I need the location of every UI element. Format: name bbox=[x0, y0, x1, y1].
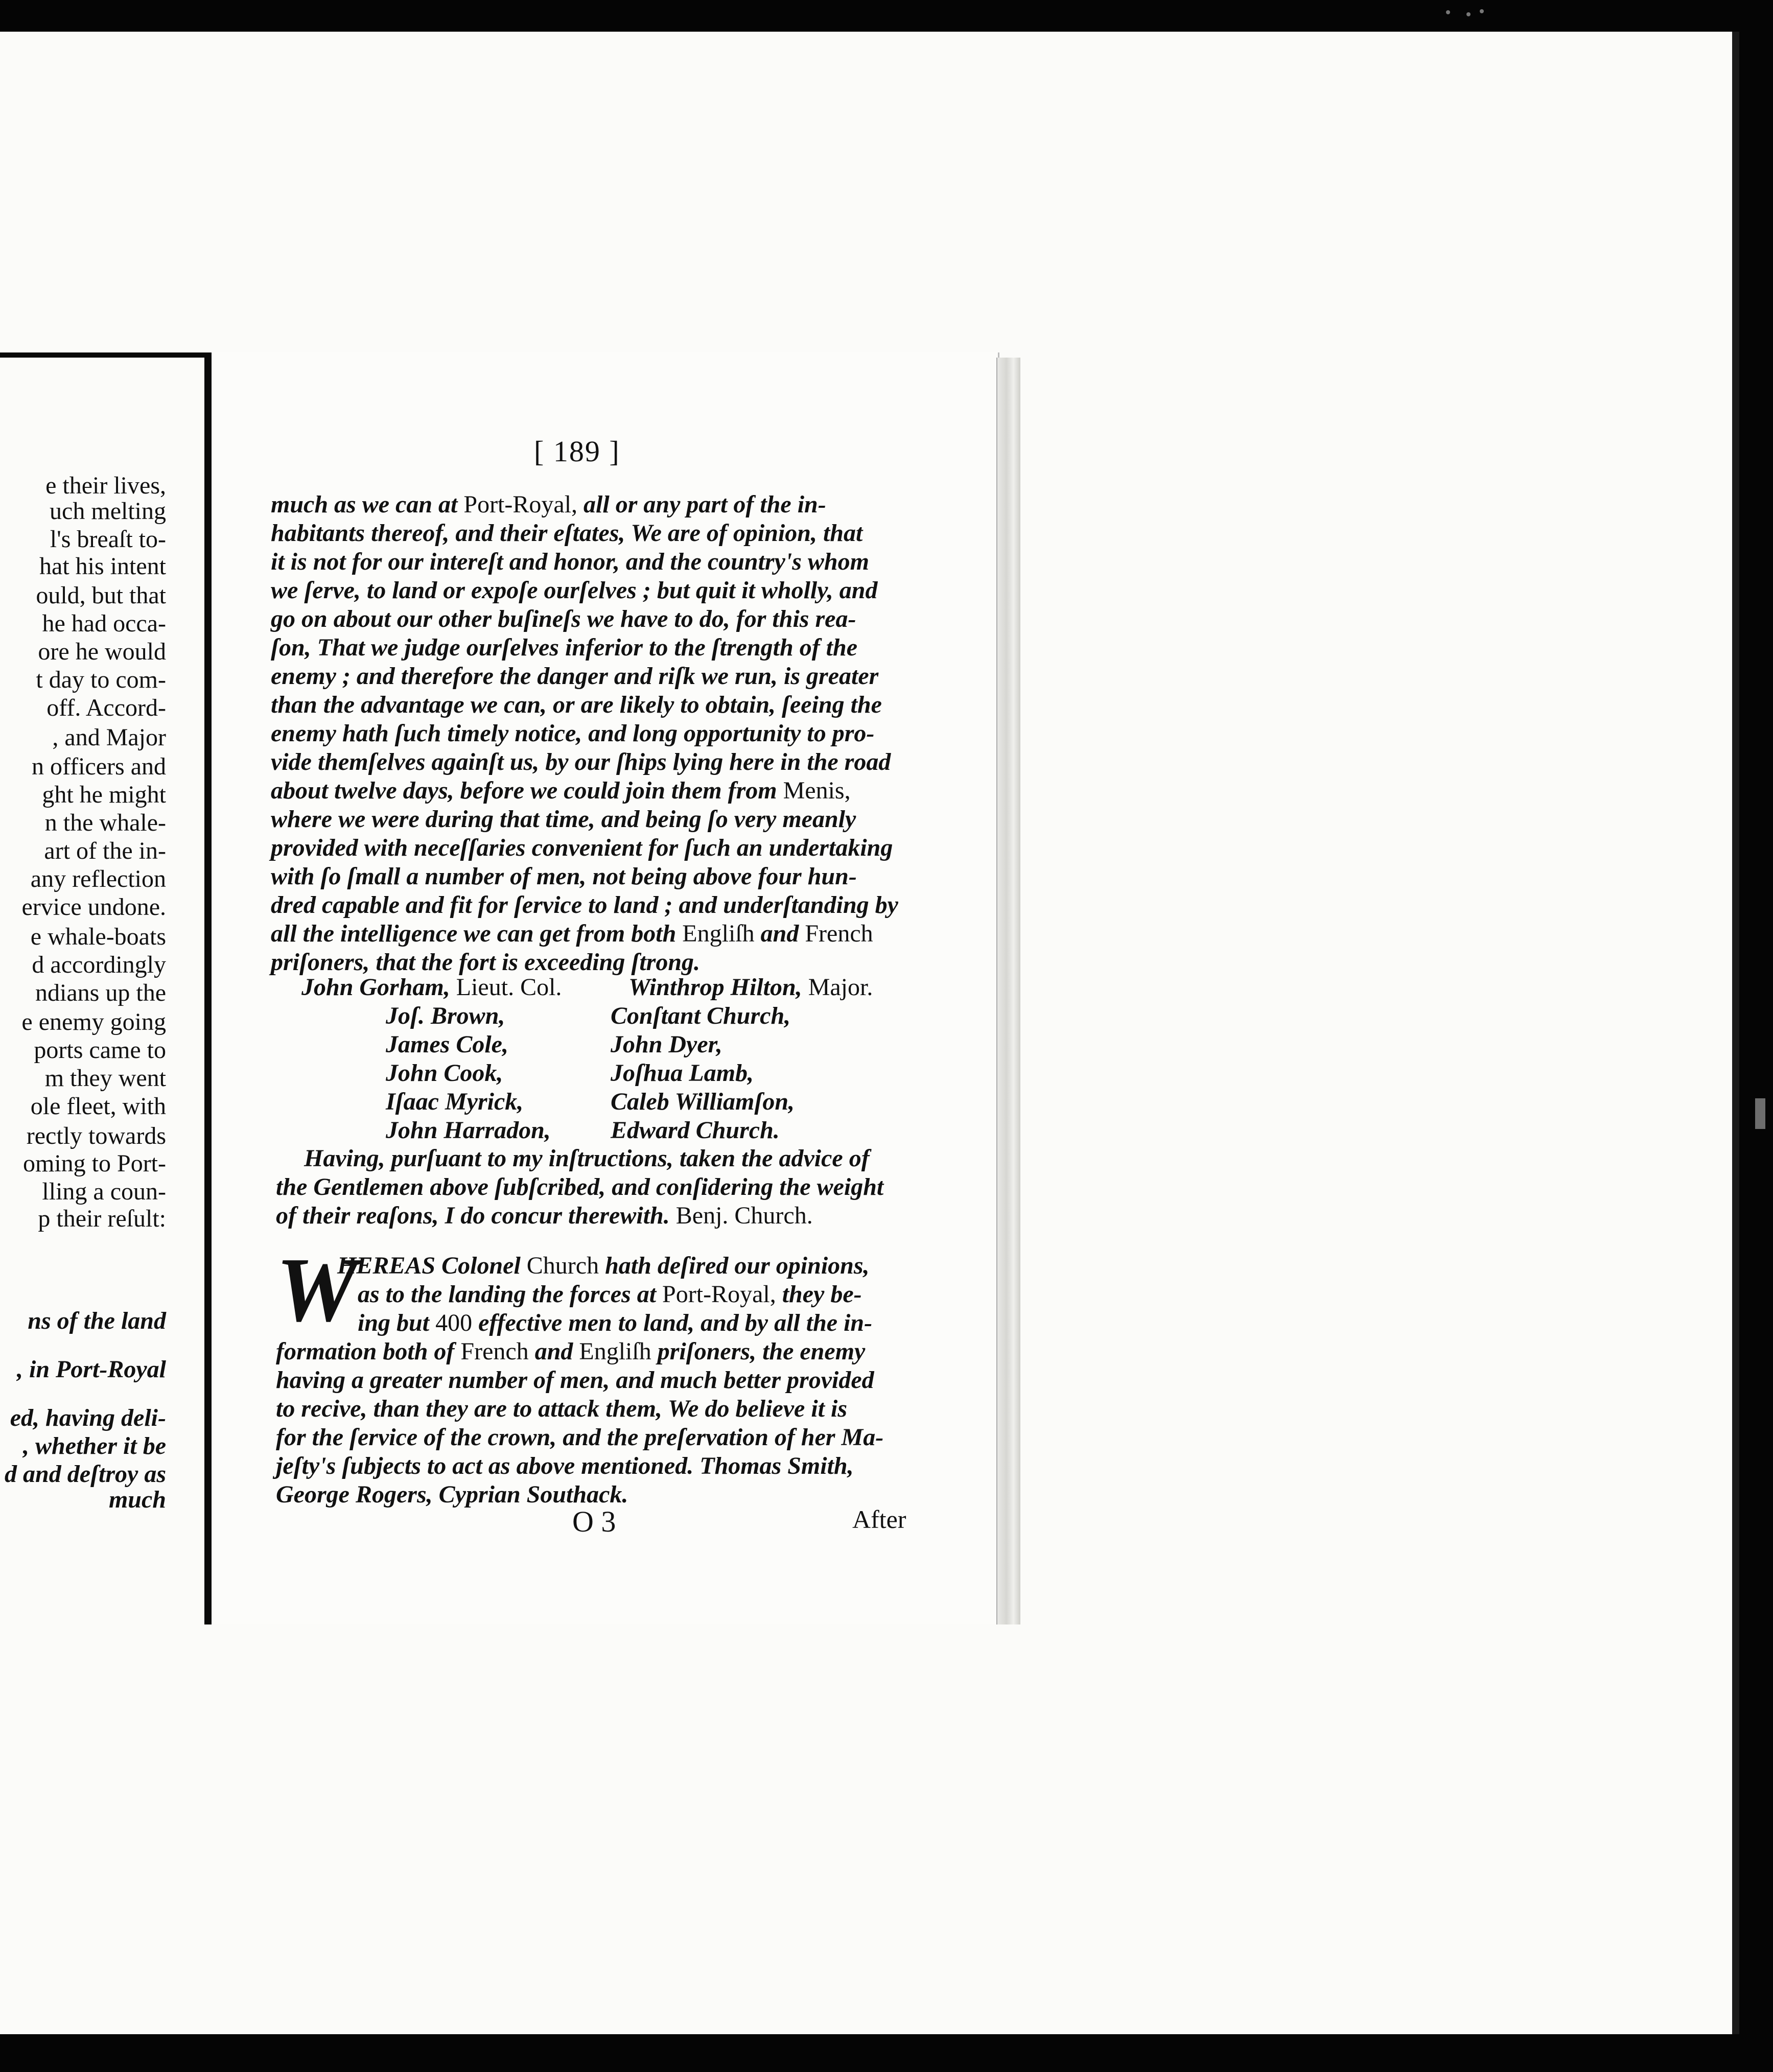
text-run: as to the landing the forces at bbox=[358, 1281, 663, 1308]
whereas-line bbox=[276, 1423, 883, 1451]
signatory-left bbox=[386, 1059, 503, 1087]
text-run: priſoners, that the fort is exceeding ſtrong. bbox=[271, 949, 701, 976]
text-run: Menis, bbox=[783, 777, 851, 804]
sheet-shadow-edge bbox=[1732, 32, 1739, 2034]
text-run: much as we can at bbox=[271, 491, 464, 518]
text-run: enemy hath ſuch timely notice, and long opportunity to pro- bbox=[271, 720, 875, 747]
text-run: they be- bbox=[776, 1281, 862, 1308]
text-run: jeſty's ſubjects to act as above mentioned. Thomas Smith, bbox=[276, 1452, 854, 1479]
signatory-left bbox=[301, 973, 562, 1001]
text-run: John Cook, bbox=[386, 1059, 503, 1087]
text-run: Colonel bbox=[441, 1252, 527, 1279]
signatory-right bbox=[611, 1030, 722, 1058]
left-page-line: he had occa- bbox=[42, 610, 166, 637]
left-page-line: l's breaſt to- bbox=[50, 526, 166, 553]
text-run: than the advantage we can, or are likely to obtain, ſeeing the bbox=[271, 691, 882, 718]
catchword: After bbox=[852, 1505, 906, 1534]
body-line bbox=[271, 805, 909, 834]
text-run: where we were during that time, and being ſo very meanly bbox=[271, 806, 856, 833]
text-run: habitants thereof, and their eſtates, We are of opinion, that bbox=[271, 520, 863, 547]
text-run: for the ſervice of the crown, and the preſervation of her Ma- bbox=[276, 1424, 884, 1451]
text-run: priſoners, the enemy bbox=[651, 1338, 866, 1365]
left-page-top-rule bbox=[0, 352, 209, 358]
text-run: French bbox=[805, 920, 873, 947]
text-run: Lieut. Col. bbox=[456, 974, 562, 1001]
left-page bbox=[0, 352, 207, 1624]
left-page-line: hat his intent bbox=[39, 553, 166, 580]
signatory-left bbox=[386, 1030, 508, 1058]
text-run: Church bbox=[526, 1252, 599, 1279]
left-page-line: ns of the land bbox=[28, 1307, 166, 1334]
left-page-line: ports came to bbox=[34, 1037, 166, 1064]
whereas-line bbox=[358, 1309, 872, 1337]
text-run: vide themſelves againſt us, by our ſhips lying here in the road bbox=[271, 748, 891, 775]
left-page-line: p their reſult: bbox=[38, 1205, 166, 1232]
text-run: Joſhua Lamb, bbox=[611, 1059, 754, 1087]
text-run: dred capable and fit for ſervice to land ; and underſtanding by bbox=[271, 891, 898, 919]
left-page-line: m they went bbox=[44, 1065, 166, 1092]
left-page-line: , in Port-Royal bbox=[16, 1356, 166, 1383]
text-run: Winthrop Hilton, bbox=[628, 974, 808, 1001]
left-page-line: e whale-boats bbox=[30, 923, 166, 950]
body-line bbox=[271, 920, 909, 948]
text-run: ſon, That we judge ourſelves inferior to the ſtrength of the bbox=[271, 634, 858, 661]
signature-mark: O 3 bbox=[572, 1505, 616, 1538]
left-page-line: n the whale- bbox=[44, 809, 166, 836]
text-run: John Dyer, bbox=[611, 1031, 722, 1058]
signatory-left bbox=[386, 1116, 551, 1144]
whereas-line bbox=[276, 1395, 847, 1423]
text-run: John Gorham, bbox=[301, 974, 456, 1001]
text-run: Engliſh bbox=[579, 1338, 651, 1365]
left-page-line: , whether it be bbox=[22, 1432, 166, 1459]
left-page-line: e enemy going bbox=[21, 1008, 166, 1035]
text-run: of their reaſons, I do concur therewith. bbox=[276, 1202, 676, 1229]
body-line bbox=[271, 748, 909, 776]
left-page-line: oming to Port- bbox=[22, 1150, 166, 1177]
text-run: ing but bbox=[358, 1309, 436, 1336]
body-line bbox=[271, 576, 909, 605]
left-page-line: ght he might bbox=[42, 781, 166, 808]
text-run: French bbox=[460, 1338, 529, 1365]
concurrence-line bbox=[276, 1202, 813, 1230]
whereas-line bbox=[337, 1252, 870, 1280]
text-run: Benj. Church. bbox=[675, 1202, 813, 1229]
text-run: Having, purſuant to my inſtructions, taken the advice of bbox=[304, 1145, 870, 1172]
left-page-line: lling a coun- bbox=[42, 1178, 166, 1205]
text-run: Conſtant Church, bbox=[611, 1002, 791, 1029]
concurrence-line bbox=[304, 1144, 870, 1172]
left-page-line: ore he would bbox=[38, 638, 166, 665]
text-run: we ſerve, to land or expoſe ourſelves ; but quit it wholly, and bbox=[271, 577, 878, 604]
body-line bbox=[271, 862, 909, 891]
signatory-right bbox=[611, 1002, 790, 1030]
text-run: James Cole, bbox=[386, 1031, 508, 1058]
left-page-line: e their lives, bbox=[45, 472, 166, 499]
text-run: formation both of bbox=[276, 1338, 461, 1365]
left-page-line: ould, but that bbox=[36, 582, 166, 609]
left-page-line: t day to com- bbox=[36, 666, 166, 693]
text-run: Joſ. Brown, bbox=[386, 1002, 505, 1029]
signatory-left bbox=[386, 1088, 523, 1116]
text-run: it is not for our intereſt and honor, and the country's whom bbox=[271, 548, 869, 575]
text-run: hath deſired our opinions, bbox=[599, 1252, 870, 1279]
gutter-rule bbox=[204, 352, 212, 1624]
text-run: with ſo ſmall a number of men, not being above four hun- bbox=[271, 863, 857, 890]
text-run: John Harradon, bbox=[386, 1117, 551, 1144]
left-page-line: ndians up the bbox=[35, 979, 166, 1006]
body-line bbox=[271, 490, 909, 519]
signatory-left bbox=[386, 1002, 505, 1030]
signatory-right bbox=[611, 1088, 795, 1116]
text-run: effective men to land, and by all the in- bbox=[472, 1309, 873, 1336]
body-line bbox=[271, 834, 909, 862]
body-line bbox=[271, 948, 909, 977]
text-run: go on about our other buſineſs we have to do, for this rea- bbox=[271, 605, 856, 632]
body-line bbox=[271, 633, 909, 662]
body-line bbox=[271, 776, 909, 805]
text-run: about twelve days, before we could join them from bbox=[271, 777, 783, 804]
text-run: all the intelligence we can get from both bbox=[271, 920, 683, 947]
signatory-right bbox=[628, 973, 873, 1001]
text-run: Caleb Williamſon, bbox=[611, 1088, 795, 1115]
left-page-line: rectly towards bbox=[26, 1122, 166, 1149]
left-page-line: ed, having deli- bbox=[10, 1404, 166, 1431]
left-page-line: any reflection bbox=[30, 865, 166, 892]
whereas-line bbox=[358, 1280, 862, 1308]
body-line bbox=[271, 662, 909, 691]
body-line bbox=[271, 719, 909, 748]
text-run: HEREAS bbox=[337, 1252, 442, 1279]
text-run: having a greater number of men, and much better provided bbox=[276, 1367, 874, 1394]
left-page-line: , and Major bbox=[52, 724, 166, 751]
text-run: 400 bbox=[435, 1309, 473, 1336]
text-run: Major. bbox=[808, 974, 873, 1001]
dust-specks bbox=[1446, 5, 1487, 20]
left-page-line: ole fleet, with bbox=[30, 1093, 166, 1120]
text-run: the Gentlemen above ſubſcribed, and conſidering the weight bbox=[276, 1173, 884, 1200]
left-page-line: d accordingly bbox=[32, 951, 166, 978]
drop-cap: W bbox=[276, 1239, 358, 1340]
left-page-line: d and deſtroy as bbox=[5, 1461, 166, 1488]
text-run: Iſaac Myrick, bbox=[386, 1088, 524, 1115]
text-run: enemy ; and therefore the danger and riſk we run, is greater bbox=[271, 663, 879, 690]
text-run: Port-Royal, bbox=[662, 1281, 776, 1308]
text-run: Edward Church. bbox=[611, 1117, 780, 1144]
left-page-line: much bbox=[108, 1486, 166, 1513]
page-header: [ 189 ] bbox=[534, 435, 620, 468]
text-run: Port-Royal, bbox=[463, 491, 578, 518]
text-run: and bbox=[754, 920, 805, 947]
body-line bbox=[271, 891, 909, 920]
whereas-line bbox=[276, 1452, 854, 1480]
whereas-line bbox=[276, 1366, 874, 1394]
text-run: Engliſh bbox=[682, 920, 755, 947]
text-run: George Rogers, Cyprian Southack. bbox=[276, 1481, 628, 1508]
signatory-right bbox=[611, 1059, 754, 1087]
body-line bbox=[271, 519, 909, 548]
left-page-line: uch melting bbox=[50, 498, 166, 525]
body-line bbox=[271, 548, 909, 576]
text-run: to recive, than they are to attack them, We do believe it is bbox=[276, 1395, 848, 1422]
concurrence-line bbox=[276, 1173, 883, 1201]
text-run: and bbox=[528, 1338, 579, 1365]
signatory-right bbox=[611, 1116, 780, 1144]
edge-blemish bbox=[1755, 1098, 1765, 1129]
text-run: provided with neceſſaries convenient for ſuch an undertaking bbox=[271, 834, 893, 861]
left-page-line: art of the in- bbox=[44, 837, 166, 864]
text-run: all or any part of the in- bbox=[577, 491, 826, 518]
body-line bbox=[271, 691, 909, 719]
left-page-line: off. Accord- bbox=[46, 694, 166, 721]
page-edge-stack bbox=[996, 358, 1020, 1624]
body-line bbox=[271, 605, 909, 633]
whereas-line bbox=[276, 1337, 865, 1365]
left-page-line: n officers and bbox=[31, 753, 166, 780]
left-page-line: ervice undone. bbox=[21, 893, 166, 921]
